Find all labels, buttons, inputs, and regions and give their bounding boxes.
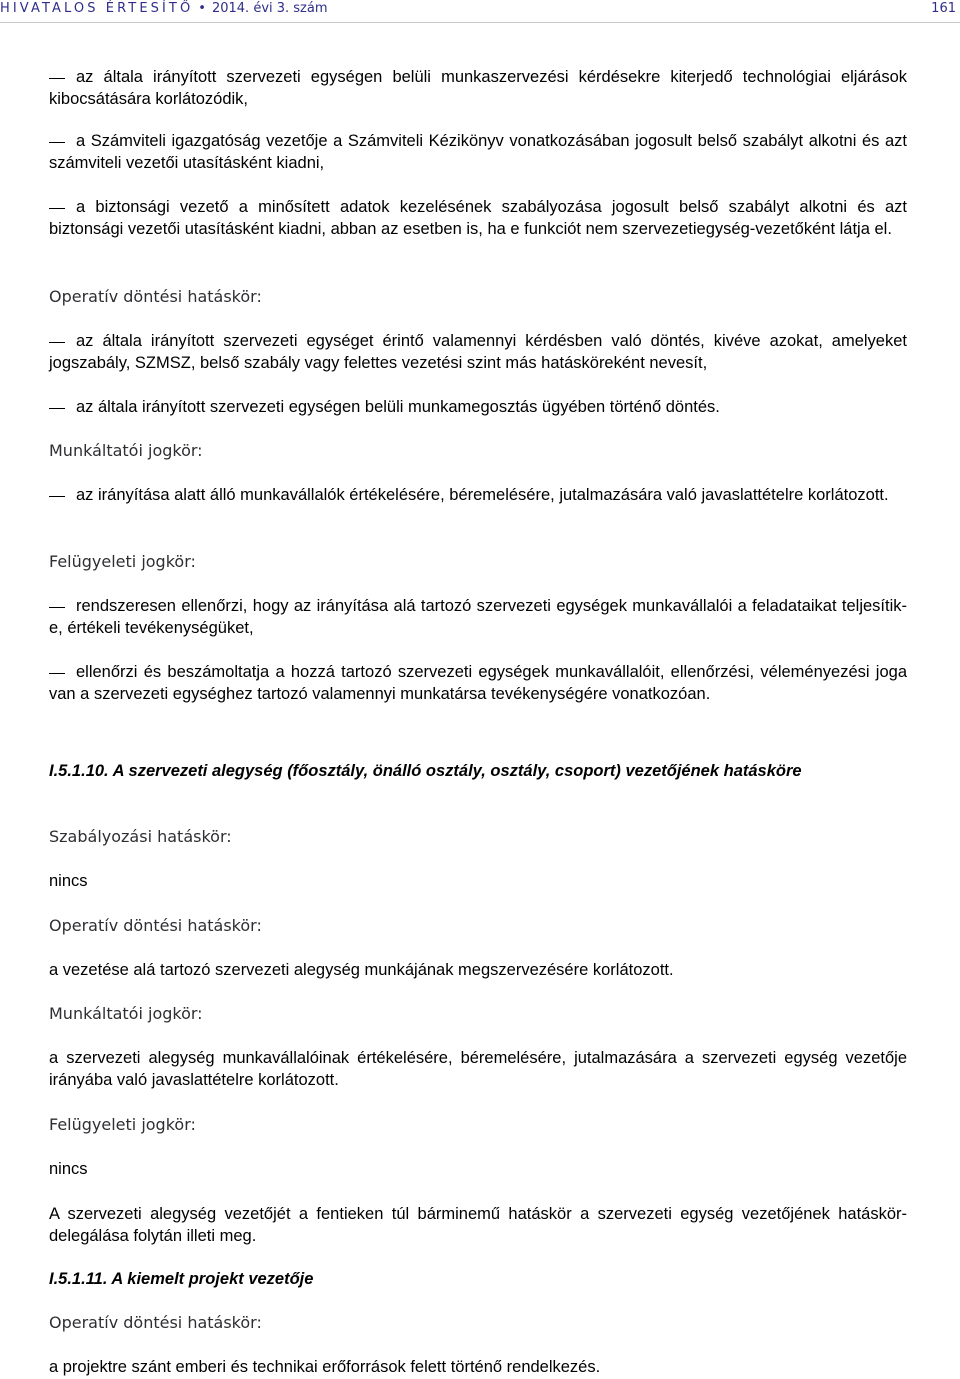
dash-bullet bbox=[49, 408, 65, 409]
list-item bbox=[49, 595, 907, 639]
issue-label: 2014. évi 3. szám bbox=[211, 1, 328, 16]
list-item bbox=[49, 661, 907, 705]
list-item-text: a Számviteli igazgatóság vezetője a Számviteli Kézikönyv vonatkozásában jogosult belső szabályt alkotni és azt számviteli vezetői utasításként kiadni, bbox=[49, 132, 907, 172]
dash-bullet bbox=[49, 342, 65, 343]
dash-bullet bbox=[49, 78, 65, 79]
section-heading: Operatív döntési hatáskör: bbox=[49, 1313, 262, 1332]
dash-bullet bbox=[49, 142, 65, 143]
section-heading: Operatív döntési hatáskör: bbox=[49, 916, 262, 935]
list-item bbox=[49, 396, 907, 418]
paragraph: a projektre szánt emberi és technikai erőforrások felett történő rendelkezés. bbox=[49, 1358, 601, 1376]
paragraph: a vezetése alá tartozó szervezeti alegység munkájának megszervezésére korlátozott. bbox=[49, 961, 674, 979]
list-item-text: az általa irányított szervezeti egységen belüli munkamegosztás ügyében történő döntés. bbox=[76, 398, 720, 416]
section-title-text: A szervezeti alegység (főosztály, önálló osztály, osztály, csoport) vezetőjének hatásköre bbox=[112, 762, 802, 780]
list-item bbox=[49, 330, 907, 374]
publication-header bbox=[0, 1, 328, 16]
section-number: I.5.1.11. bbox=[49, 1270, 108, 1288]
paragraph: a szervezeti alegység munkavállalóinak értékelésére, béremelésére, jutalmazására a szervezeti egység vezetője irányába való javaslattételre korlátozott. bbox=[49, 1049, 907, 1089]
paragraph: A szervezeti alegység vezetőjét a fentieken túl bárminemű hatáskör a szervezeti egység vezetőjének hatáskör-delegálása folytán illeti meg. bbox=[49, 1205, 907, 1245]
dash-bullet bbox=[49, 208, 65, 209]
page-header bbox=[0, 0, 960, 23]
list-item bbox=[49, 66, 907, 110]
list-item-text: az általa irányított szervezeti egységet érintő valamennyi kérdésben való döntés, kivéve azokat, amelyeket jogszabály, SZMSZ, belső szabály vagy felettes vezetési szint más hatásköreként nevesít, bbox=[49, 332, 907, 372]
dash-bullet bbox=[49, 607, 65, 608]
list-item bbox=[49, 196, 907, 240]
section-heading: Munkáltatói jogkör: bbox=[49, 1004, 203, 1023]
section-heading: Operatív döntési hatáskör: bbox=[49, 287, 262, 306]
section-title bbox=[49, 1268, 907, 1290]
list-item bbox=[49, 130, 907, 174]
section-heading: Szabályozási hatáskör: bbox=[49, 827, 232, 846]
list-item-text: az irányítása alatt álló munkavállalók értékelésére, béremelésére, jutalmazására való javaslattételre korlátozott. bbox=[76, 486, 889, 504]
section-title bbox=[49, 760, 907, 782]
paragraph: nincs bbox=[49, 1160, 88, 1178]
list-item bbox=[49, 484, 907, 506]
list-item-text: rendszeresen ellenőrzi, hogy az irányítása alá tartozó szervezeti egységek munkavállalói a feladataikat teljesítik-e, értékeli tevékenységüket, bbox=[49, 597, 907, 637]
section-heading: Felügyeleti jogkör: bbox=[49, 552, 196, 571]
section-heading: Munkáltatói jogkör: bbox=[49, 441, 203, 460]
list-item-text: ellenőrzi és beszámoltatja a hozzá tartozó szervezeti egységek munkavállalóit, ellenőrzési, véleményezési joga van a szervezeti egységhez tartozó valamennyi munkatársa tevékenységére vonatkozóan. bbox=[49, 663, 907, 703]
list-item-text: a biztonsági vezető a minősített adatok kezelésének szabályozása jogosult belső szabályt alkotni és azt biztonsági vezetői utasításként kiadni, abban az esetben is, ha e funkciót nem szervezetiegység-vezetőként látja el. bbox=[49, 198, 907, 238]
list-item-text: az általa irányított szervezeti egységen belüli munkaszervezési kérdésekre kiterjedő technológiai eljárások kibocsátására korlátozódik, bbox=[49, 68, 907, 108]
publication-title: HIVATALOS ÉRTESÍTŐ bbox=[0, 1, 194, 16]
dash-bullet bbox=[49, 673, 65, 674]
dash-bullet bbox=[49, 496, 65, 497]
section-heading: Felügyeleti jogkör: bbox=[49, 1115, 196, 1134]
paragraph: nincs bbox=[49, 872, 88, 890]
page-number: 161 bbox=[931, 1, 956, 16]
section-title-text: A kiemelt projekt vezetője bbox=[111, 1270, 314, 1288]
section-number: I.5.1.10. bbox=[49, 762, 109, 780]
header-separator: • bbox=[198, 1, 206, 16]
